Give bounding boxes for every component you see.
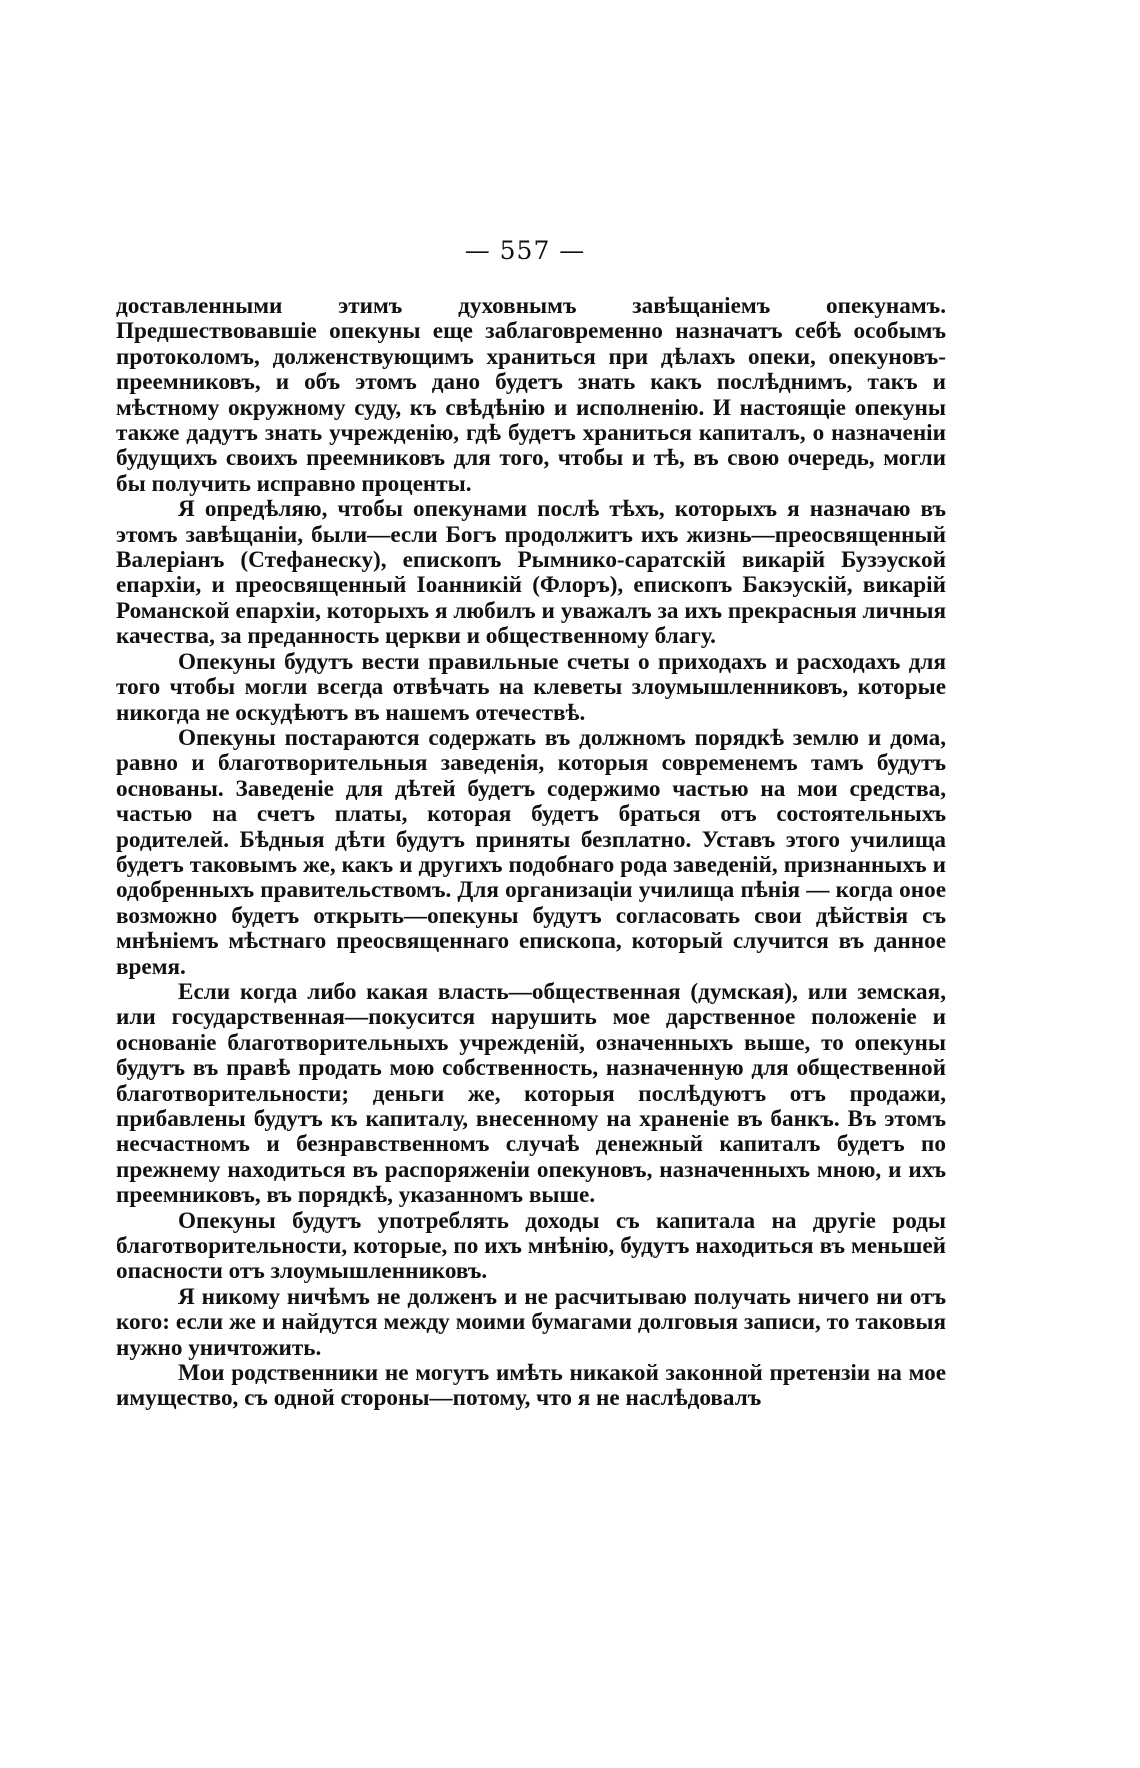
paragraph-4: Опекуны постараются содержать въ должномъ порядкѣ землю и дома, равно и благотворительныя заведенія, которыя современемъ тамъ будутъ основаны. Заведеніе для дѣтей будетъ содержимо частью на мои средства, частью на счетъ платы, которая будетъ браться отъ состоятельныхъ родителей. Бѣдныя дѣти будутъ приняты безплатно. Уставъ этого училища будетъ таковымъ же, какъ и другихъ подобнаго рода заведеній, признанныхъ и одобренныхъ правительствомъ. Для организаціи училища пѣнія — когда оное возможно будетъ открыть—опекуны будутъ согласовать свои дѣйствія съ мнѣніемъ мѣстнаго преосвященнаго епископа, который случится въ данное время. xyxy=(116,724,946,980)
paragraph-3: Опекуны будутъ вести правильные счеты о приходахъ и расходахъ для того чтобы могли всегда отвѣчать на клеветы злоумышленниковъ, которые никогда не оскудѣютъ въ нашемъ отечествѣ. xyxy=(116,648,946,726)
page-number: — 557 — xyxy=(464,236,586,265)
paragraph-6: Опекуны будутъ употреблять доходы съ капитала на другіе роды благотворительности, которые, по ихъ мнѣнію, будутъ находиться въ меньшей опасности отъ злоумышленниковъ. xyxy=(116,1207,946,1285)
paragraph-1: доставленными этимъ духовнымъ завѣщаніемъ опекунамъ. Предшествовавшіе опекуны еще заблаговременно назначатъ себѣ особымъ протоколомъ, долженствующимъ храниться при дѣлахъ опеки, опекуновъ-преемниковъ, и объ этомъ дано будетъ знать какъ послѣднимъ, такъ и мѣстному окружному суду, къ свѣдѣнію и исполненію. И настоящіе опекуны также дадутъ знать учрежденію, гдѣ будетъ храниться капиталъ, о назначеніи будущихъ своихъ преемниковъ для того, чтобы и тѣ, въ свою очередь, могли бы получить исправно проценты. xyxy=(116,293,946,497)
paragraph-8: Мои родственники не могутъ имѣть никакой законной претензіи на мое имущество, съ одной стороны—потому, что я не наслѣдовалъ xyxy=(116,1360,946,1412)
paragraph-7: Я никому ничѣмъ не долженъ и не расчитываю получать ничего ни отъ кого: если же и найдутся между моими бумагами долговыя записи, то таковыя нужно уничтожить. xyxy=(116,1283,946,1361)
body-text xyxy=(116,294,946,1412)
paragraph-2: Я опредѣляю, чтобы опекунами послѣ тѣхъ, которыхъ я назначаю въ этомъ завѣщаніи, были—если Богъ продолжитъ ихъ жизнь—преосвященный Валеріанъ (Стефанеску), епископъ Рымнико-саратскій викарій Бузэуской епархіи, и преосвященный Іоанникій (Флоръ), епископъ Бакэускій, викарій Романской епархіи, которыхъ я любилъ и уважалъ за ихъ прекрасныя личныя качества, за преданность церкви и общественному благу. xyxy=(116,496,946,650)
paragraph-5: Если когда либо какая власть—общественная (думская), или земская, или государственная—покусится нарушить мое дарственное положеніе и основаніе благотворительныхъ учрежденій, означенныхъ выше, то опекуны будутъ въ правѣ продать мою собственность, назначенную для общественной благотворительности; деньги же, которыя послѣдуютъ отъ продажи, прибавлены будутъ къ капиталу, внесенному на храненіе въ банкъ. Въ этомъ несчастномъ и безнравственномъ случаѣ денежный капиталъ будетъ по прежнему находиться въ распоряженіи опекуновъ, назначенныхъ мною, и ихъ преемниковъ, въ порядкѣ, указанномъ выше. xyxy=(116,978,946,1209)
